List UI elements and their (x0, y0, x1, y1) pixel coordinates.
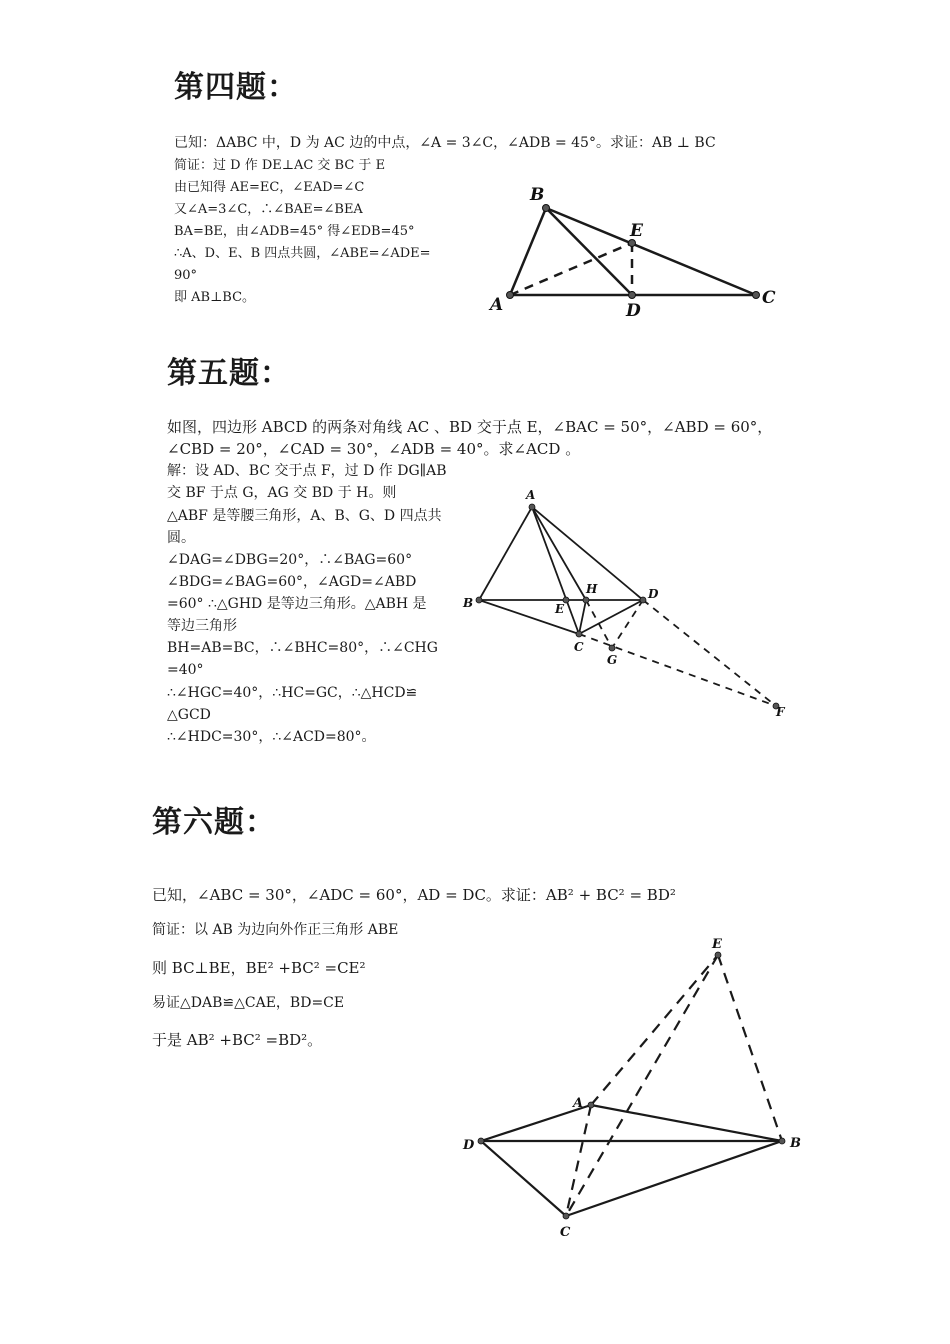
label-c: C (560, 1225, 571, 1240)
point-a (529, 504, 535, 510)
label-c: C (762, 288, 776, 308)
label-d: D (626, 301, 641, 321)
segment-hg (586, 600, 612, 648)
segment-dg (612, 600, 643, 648)
problem5-solution-line: 等边三角形 (167, 618, 237, 634)
problem5-statement: ∠CBD = 20°，∠CAD = 30°，∠ADB = 40°。求∠ACD 。 (167, 440, 581, 458)
problem4-proof-line: 又∠A=3∠C，∴∠BAE=∠BEA (174, 202, 363, 217)
point-c (563, 1213, 569, 1219)
label-g: G (607, 653, 618, 667)
point-b (476, 597, 482, 603)
point-c (576, 631, 582, 637)
segment-df (643, 600, 776, 706)
problem5-solution-line: ∴∠HGC=40°，∴HC=GC，∴△HCD≌ (167, 685, 418, 701)
problem4-proof-line: 即 AB⊥BC。 (174, 290, 256, 305)
problem5-solution-line: △GCD (167, 707, 211, 723)
point-d (629, 292, 636, 299)
point-e (715, 952, 721, 958)
segment-dc (481, 1141, 566, 1216)
label-d: D (463, 1138, 475, 1153)
point-c (753, 292, 760, 299)
problem5-solution-line: ∠DAG=∠DBG=20°，∴∠BAG=60° (167, 552, 413, 568)
label-a: A (526, 488, 536, 502)
problem6-heading: 第六题： (152, 805, 276, 840)
label-a: A (573, 1096, 584, 1111)
label-e: E (630, 221, 643, 241)
problem6-proof-line: 简证：以 AB 为边向外作正三角形 ABE (152, 922, 399, 938)
problem5-solution-line: =40° (167, 662, 204, 678)
point-d (640, 597, 646, 603)
problem5-solution-line: ∠BDG=∠BAG=60°，∠AGD=∠ABD (167, 574, 417, 590)
segment-cf (579, 634, 776, 706)
label-b: B (790, 1136, 801, 1151)
segment-ec (566, 955, 718, 1216)
label-h: H (586, 582, 598, 596)
problem5-solution-line: △ABF 是等腰三角形，A、B、G、D 四点共 (167, 508, 442, 524)
segment-eb (718, 955, 782, 1141)
problem5-solution-line: 圆。 (167, 530, 195, 546)
label-e: E (712, 937, 722, 952)
problem6-statement: 已知，∠ABC = 30°，∠ADC = 60°，AD = DC。求证：AB² + BC² = BD² (152, 886, 676, 904)
problem5-statement: 如图，四边形 ABCD 的两条对角线 AC 、BD 交于点 E，∠BAC = 50°，∠ABD = 60°， (167, 418, 773, 436)
problem6-proof-line: 于是 AB² +BC² =BD²。 (152, 1031, 323, 1049)
point-h (583, 597, 589, 603)
segment-cb (566, 1141, 782, 1216)
label-e: E (555, 602, 565, 616)
problem4-proof-line: 由已知得 AE=EC，∠EAD=∠C (174, 180, 365, 195)
problem4-statement: 已知：ΔABC 中，D 为 AC 边的中点，∠A = 3∠C，∠ADB = 45°。求证：AB ⊥ BC (174, 135, 716, 151)
problem6-figure (455, 930, 805, 1245)
problem4-proof-line: 简证：过 D 作 DE⊥AC 交 BC 于 E (174, 158, 386, 173)
problem5-solution-line: =60° ∴△GHD 是等边三角形。△ABH 是 (167, 596, 427, 612)
label-a: A (490, 295, 504, 315)
problem5-heading: 第五题： (167, 356, 291, 391)
point-d (478, 1138, 484, 1144)
problem4-proof-line: BA=BE，由∠ADB=45° 得∠EDB=45° (174, 224, 415, 239)
problem5-solution-line: 解：设 AD、BC 交于点 F，过 D 作 DG∥AB (167, 463, 447, 479)
point-g (609, 645, 615, 651)
point-a (507, 292, 514, 299)
segment-ah (532, 507, 586, 600)
segment-ab (479, 507, 532, 600)
label-f: F (776, 705, 785, 719)
problem5-solution-line: BH=AB=BC，∴∠BHC=80°，∴∠CHG (167, 640, 438, 656)
problem6-proof-line: 则 BC⊥BE，BE² +BC² =CE² (152, 959, 366, 977)
label-b: B (463, 596, 474, 610)
label-d: D (648, 587, 659, 601)
segment-ac (566, 1105, 591, 1216)
problem4-proof-line: 90° (174, 268, 198, 283)
problem6-proof-line: 易证△DAB≌△CAE，BD=CE (152, 995, 345, 1011)
problem4-heading: 第四题： (174, 70, 298, 105)
segment-bc (546, 208, 756, 295)
point-a (588, 1102, 594, 1108)
point-b (779, 1138, 785, 1144)
label-c: C (574, 640, 584, 654)
label-b: B (530, 185, 545, 205)
point-b (543, 205, 550, 212)
problem5-solution-line: ∴∠HDC=30°，∴∠ACD=80°。 (167, 729, 376, 745)
segment-bd (546, 208, 632, 295)
problem5-solution-line: 交 BF 于点 G，AG 交 BD 于 H。则 (167, 485, 397, 501)
segment-ae (591, 955, 718, 1105)
problem4-proof-line: ∴A、D、E、B 四点共圆，∠ABE=∠ADE= (174, 246, 431, 261)
segment-hc (579, 600, 586, 634)
problem4-figure (480, 175, 790, 325)
problem5-figure (455, 480, 800, 725)
